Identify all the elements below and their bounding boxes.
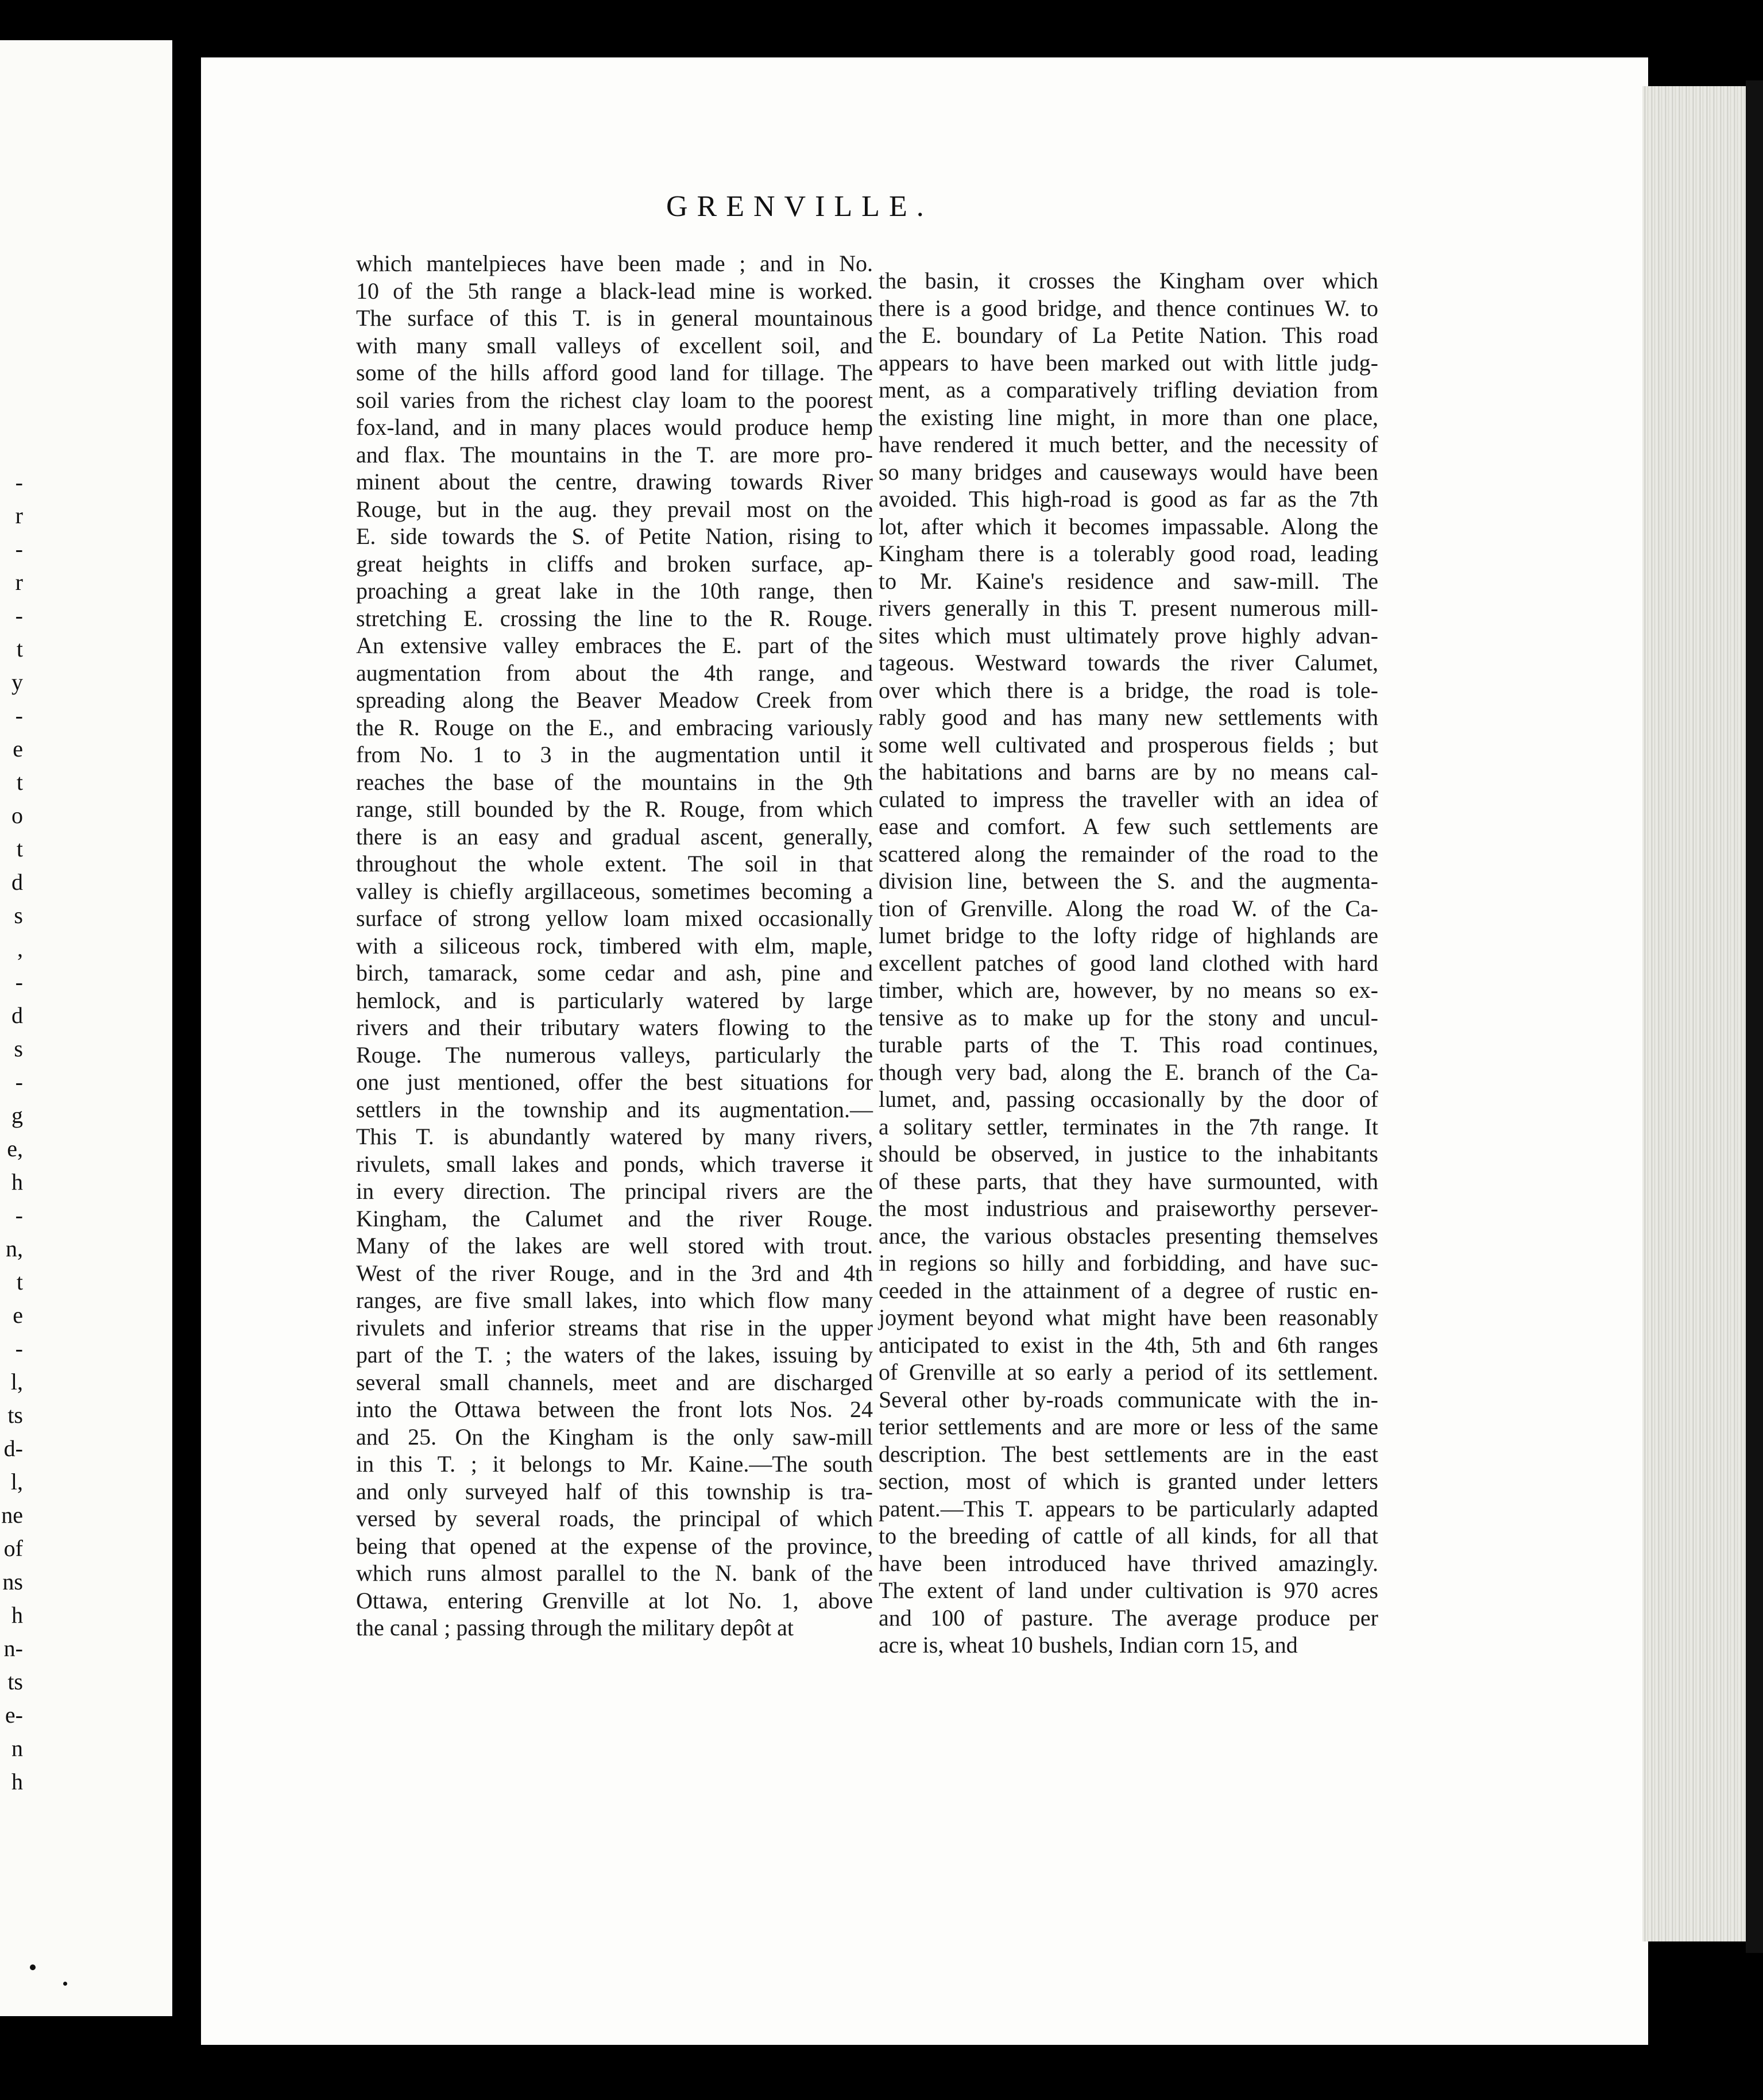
facing-page-char: ts xyxy=(7,1669,23,1694)
text-line: have been introduced have thrived amazingly. xyxy=(879,1550,1378,1576)
facing-page-char: - xyxy=(15,1335,23,1361)
facing-page-char: t xyxy=(16,836,23,862)
facing-page-char: - xyxy=(15,536,23,562)
text-line: patent.—This T. appears to be particularly adapted xyxy=(879,1495,1378,1522)
facing-page-char: y xyxy=(11,669,23,695)
facing-page-char: - xyxy=(15,702,23,728)
facing-page-char: e, xyxy=(7,1136,23,1161)
text-line: part of the T. ; the waters of the lakes, issuing by xyxy=(356,1342,873,1368)
text-line: lot, after which it becomes impassable. Along the xyxy=(879,513,1378,539)
text-line: E. side towards the S. of Petite Nation, rising to xyxy=(356,523,873,549)
text-line: great heights in cliffs and broken surface, ap- xyxy=(356,550,873,577)
text-line: ceeded in the attainment of a degree of rustic en- xyxy=(879,1277,1378,1303)
text-line: though very bad, along the E. branch of the Ca- xyxy=(879,1059,1378,1085)
text-line: West of the river Rouge, and in the 3rd and 4th xyxy=(356,1260,873,1286)
facing-page-char: s xyxy=(14,902,23,928)
text-line: of these parts, that they have surmounted, with xyxy=(879,1168,1378,1194)
text-line: range, still bounded by the R. Rouge, from which xyxy=(356,796,873,822)
text-line: the basin, it crosses the Kingham over which xyxy=(879,268,1378,294)
text-line: lumet bridge to the lofty ridge of highlands are xyxy=(879,922,1378,948)
facing-page-char: d xyxy=(11,869,23,895)
text-line: and flax. The mountains in the T. are more pro- xyxy=(356,441,873,468)
text-line: This T. is abundantly watered by many rivers, xyxy=(356,1124,873,1149)
text-line: rivulets and inferior streams that rise in the upper xyxy=(356,1314,873,1341)
text-line: sites which must ultimately prove highly advan- xyxy=(879,622,1378,648)
text-line: soil varies from the richest clay loam to the poorest xyxy=(356,387,873,413)
facing-page-char: - xyxy=(15,603,23,628)
text-line: rivulets, small lakes and ponds, which traverse it xyxy=(356,1151,873,1177)
text-line: acre is, wheat 10 bushels, Indian corn 15, and xyxy=(879,1632,1298,1658)
text-line: there is an easy and gradual ascent, generally, xyxy=(356,823,873,850)
text-line: 10 of the 5th range a black-lead mine is worked. xyxy=(356,277,873,304)
text-line: ment, as a comparatively trifling deviation from xyxy=(879,377,1378,403)
text-line: the existing line might, in more than one place, xyxy=(879,404,1378,430)
left-text-column xyxy=(356,250,873,1642)
text-line: the canal ; passing through the military depôt at xyxy=(356,1615,794,1640)
text-line: joyment beyond what might have been reasonably xyxy=(879,1304,1378,1330)
text-line: culated to impress the traveller with an idea of xyxy=(879,786,1378,812)
text-line: scattered along the remainder of the road to the xyxy=(879,840,1378,867)
text-line: and 25. On the Kingham is the only saw-mill xyxy=(356,1423,873,1450)
text-line: should be observed, in justice to the inhabitants xyxy=(879,1141,1378,1167)
text-line: lumet, and, passing occasionally by the door of xyxy=(879,1086,1378,1112)
text-line: surface of strong yellow loam mixed occasionally xyxy=(356,905,873,931)
facing-page-char: n, xyxy=(6,1236,23,1261)
book-edge-shadow xyxy=(1746,80,1763,1953)
text-line: augmentation from about the 4th range, and xyxy=(356,659,873,686)
scan-speck xyxy=(63,1982,67,1986)
text-line: throughout the whole extent. The soil in that xyxy=(356,851,873,877)
text-line: proaching a great lake in the 10th range, then xyxy=(356,578,873,604)
text-line: and 100 of pasture. The average produce per xyxy=(879,1604,1378,1631)
text-line: avoided. This high-road is good as far as the 7th xyxy=(879,486,1378,512)
text-line: description. The best settlements are in the east xyxy=(879,1441,1378,1467)
text-line: being that opened at the expense of the province, xyxy=(356,1532,873,1559)
text-line: An extensive valley embraces the E. part of the xyxy=(356,632,873,658)
facing-page-char: - xyxy=(15,1202,23,1228)
facing-page-char: d- xyxy=(3,1435,23,1461)
facing-page-char: n xyxy=(11,1735,23,1761)
text-line: some of the hills afford good land for tillage. The xyxy=(356,360,873,385)
text-line: fox-land, and in many places would produce hemp xyxy=(356,414,873,440)
text-line: rably good and has many new settlements with xyxy=(879,704,1378,730)
facing-page-char: n- xyxy=(3,1635,23,1661)
text-line: to Mr. Kaine's residence and saw-mill. The xyxy=(879,568,1378,594)
text-line: from No. 1 to 3 in the augmentation until it xyxy=(356,742,873,767)
text-line: Rouge. The numerous valleys, particularly the xyxy=(356,1041,873,1068)
facing-page-char: s xyxy=(14,1036,23,1061)
text-line: Many of the lakes are well stored with trout. xyxy=(356,1233,873,1259)
scan-speck xyxy=(30,1964,36,1970)
facing-page-char: ne xyxy=(1,1502,23,1528)
text-line: spreading along the Beaver Meadow Creek from xyxy=(356,687,873,713)
text-line: of Grenville at so early a period of its settlement. xyxy=(879,1359,1378,1385)
text-line: some well cultivated and prosperous fields ; but xyxy=(879,731,1378,758)
text-line: ance, the various obstacles presenting themselves xyxy=(879,1222,1378,1249)
text-line: valley is chiefly argillaceous, sometimes becoming a xyxy=(356,878,873,904)
text-line: there is a good bridge, and thence continues W. to xyxy=(879,295,1378,321)
facing-page-char: t xyxy=(16,769,23,795)
text-line: timber, which are, however, by no means so ex- xyxy=(879,977,1378,1003)
page-edges xyxy=(1642,86,1757,1941)
text-line: to the breeding of cattle of all kinds, for all that xyxy=(879,1523,1378,1549)
running-header: GRENVILLE. xyxy=(666,190,933,223)
facing-page-char: t xyxy=(16,636,23,662)
text-line: ease and comfort. A few such settlements are xyxy=(879,813,1378,839)
facing-page-char: of xyxy=(3,1535,23,1561)
text-line: division line, between the S. and the augmenta- xyxy=(879,868,1378,894)
text-line: ranges, are five small lakes, into which flow many xyxy=(356,1287,873,1313)
text-line: with a siliceous rock, timbered with elm, maple, xyxy=(356,932,873,959)
facing-page-char: e xyxy=(13,1302,23,1328)
facing-page-char: e xyxy=(13,736,23,762)
text-line: tion of Grenville. Along the road W. of the Ca- xyxy=(879,895,1378,921)
facing-page-char: ns xyxy=(2,1569,23,1595)
facing-page-char: g xyxy=(11,1102,23,1128)
text-line: so many bridges and causeways would have been xyxy=(879,458,1378,485)
facing-page-fragment xyxy=(0,40,172,2016)
text-line: in regions so hilly and forbidding, and have suc- xyxy=(879,1250,1378,1276)
text-line: minent about the centre, drawing towards River xyxy=(356,469,873,495)
facing-page-char: - xyxy=(15,969,23,995)
facing-page-char: e- xyxy=(5,1702,23,1728)
facing-page-char: - xyxy=(15,469,23,495)
text-line: over which there is a bridge, the road is tole- xyxy=(879,677,1378,703)
text-line: Several other by-roads communicate with the in- xyxy=(879,1386,1378,1412)
text-line: hemlock, and is particularly watered by large xyxy=(356,987,873,1013)
text-line: turable parts of the T. This road continues, xyxy=(879,1032,1378,1057)
text-line: The extent of land under cultivation is 970 acres xyxy=(879,1577,1378,1603)
text-line: the most industrious and praiseworthy persever- xyxy=(879,1195,1378,1221)
text-line: section, most of which is granted under letters xyxy=(879,1468,1378,1494)
text-line: settlers in the township and its augmentation.— xyxy=(356,1096,873,1122)
facing-page-char: ts xyxy=(7,1402,23,1428)
right-text-column xyxy=(879,267,1378,1659)
text-line: which mantelpieces have been made ; and in No. xyxy=(356,250,873,276)
text-line: stretching E. crossing the line to the R. Rouge. xyxy=(356,605,873,631)
text-line: rivers and their tributary waters flowing to the xyxy=(356,1014,873,1040)
facing-page-char: - xyxy=(15,1069,23,1095)
text-line: Kingham, the Calumet and the river Rouge. xyxy=(356,1205,873,1232)
facing-page-char: h xyxy=(11,1602,23,1628)
text-line: the R. Rouge on the E., and embracing variously xyxy=(356,714,873,740)
text-line: Kingham there is a tolerably good road, leading xyxy=(879,541,1378,566)
facing-page-char: h xyxy=(11,1769,23,1794)
text-line: one just mentioned, offer the best situations for xyxy=(356,1069,873,1095)
facing-page-char: r xyxy=(15,569,23,595)
text-line: excellent patches of good land clothed with hard xyxy=(879,949,1378,976)
text-line: have rendered it much better, and the necessity of xyxy=(879,431,1378,457)
text-line: appears to have been marked out with little judg- xyxy=(879,349,1378,376)
text-line: several small channels, meet and are discharged xyxy=(356,1369,873,1395)
text-line: in this T. ; it belongs to Mr. Kaine.—The south xyxy=(356,1451,873,1477)
text-line: and only surveyed half of this township is tra- xyxy=(356,1478,873,1504)
text-line: The surface of this T. is in general mountainous xyxy=(356,305,873,331)
text-line: tensive as to make up for the stony and uncul- xyxy=(879,1004,1378,1030)
text-line: which runs almost parallel to the N. bank of the xyxy=(356,1560,873,1586)
facing-page-char: h xyxy=(11,1169,23,1195)
facing-page-char: t xyxy=(16,1269,23,1295)
text-line: Rouge, but in the aug. they prevail most on the xyxy=(356,496,873,522)
text-line: the habitations and barns are by no means cal- xyxy=(879,759,1378,785)
text-line: reaches the base of the mountains in the 9th xyxy=(356,769,873,795)
text-line: terior settlements and are more or less of the same xyxy=(879,1414,1378,1439)
text-line: tageous. Westward towards the river Calumet, xyxy=(879,650,1378,675)
text-line: with many small valleys of excellent soil, and xyxy=(356,332,873,358)
facing-page-char: , xyxy=(17,936,23,962)
facing-page-char: o xyxy=(11,802,23,828)
text-line: a solitary settler, terminates in the 7th range. It xyxy=(879,1113,1378,1140)
text-line: Ottawa, entering Grenville at lot No. 1, above xyxy=(356,1587,873,1613)
facing-page-char: r xyxy=(15,503,23,528)
text-line: the E. boundary of La Petite Nation. This road xyxy=(879,322,1378,348)
text-line: anticipated to exist in the 4th, 5th and 6th ranges xyxy=(879,1331,1378,1358)
facing-page-char: l, xyxy=(10,1369,23,1395)
text-line: into the Ottawa between the front lots Nos. 24 xyxy=(356,1396,873,1422)
text-line: versed by several roads, the principal of which xyxy=(356,1505,873,1531)
facing-page-char: l, xyxy=(10,1469,23,1495)
text-line: birch, tamarack, some cedar and ash, pine and xyxy=(356,960,873,986)
text-line: rivers generally in this T. present numerous mill- xyxy=(879,595,1378,621)
facing-page-char: d xyxy=(11,1002,23,1028)
text-line: in every direction. The principal rivers are the xyxy=(356,1178,873,1204)
